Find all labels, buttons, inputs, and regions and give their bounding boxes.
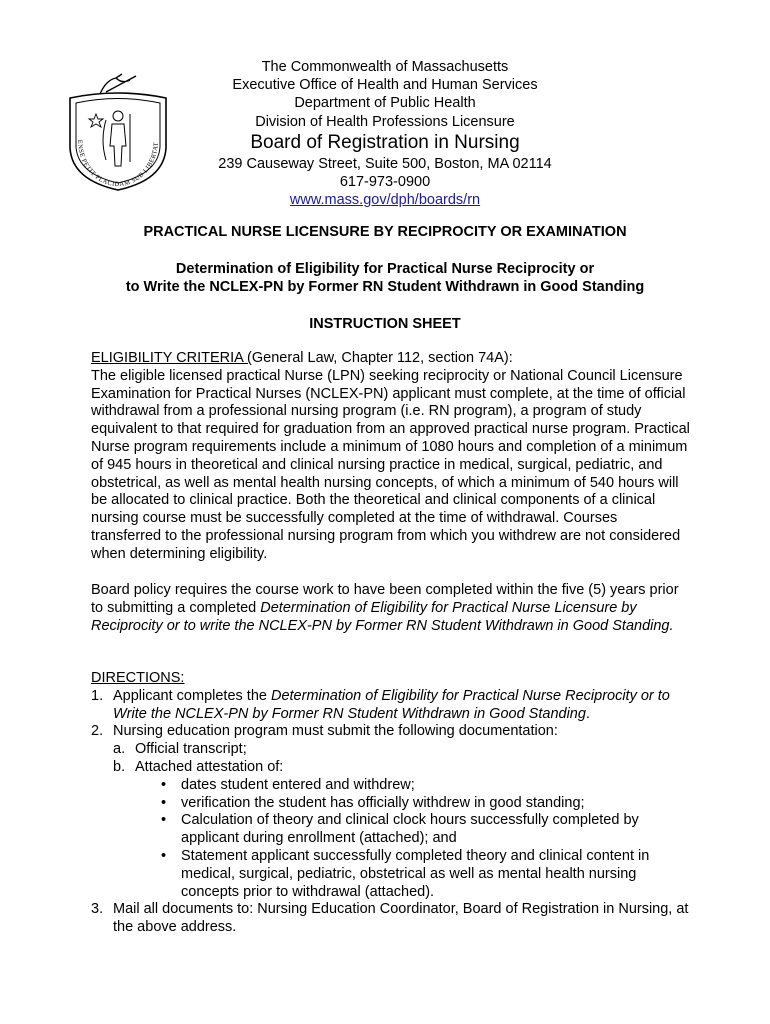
direction-item-3	[91, 901, 691, 937]
direction-item-2b-letter: b.	[113, 758, 126, 775]
department-line: Department of Public Health	[294, 95, 476, 112]
board-name: Board of Registration in Nursing	[250, 131, 520, 153]
attestation-bullet	[159, 795, 691, 813]
direction-item-1	[91, 688, 691, 724]
direction-item-1-text: Applicant completes the	[113, 687, 271, 704]
direction-item-1-end: .	[585, 705, 590, 722]
policy-form-title: Determination of Eligibility for Practical Nurse Licensure by Reciprocity or to write the NCLEX-PN by Former RN Student Withdrawn in Good Standing.	[91, 599, 674, 634]
direction-item-2b-text: Attached attestation of:	[135, 758, 284, 775]
policy-text: Board policy requires the course work to have been completed within the five (5) years prior to submitting a completed	[91, 582, 679, 616]
subtitle-line-2: to Write the NCLEX-PN by Former RN Student Withdrawn in Good Standing	[125, 279, 645, 295]
eligibility-heading-label: ELIGIBILITY CRITERIA (	[91, 350, 252, 366]
executive-office-line: Executive Office of Health and Human Services	[232, 77, 538, 94]
direction-item-2b	[113, 759, 691, 777]
direction-item-2a-text: Official transcript;	[135, 741, 247, 758]
main-title: PRACTICAL NURSE LICENSURE BY RECIPROCITY OR EXAMINATION	[143, 224, 627, 240]
eligibility-paragraph: The eligible licensed practical Nurse (LPN) seeking reciprocity or National Council Licensure Examination for Practical Nurses (NCLEX-PN) applicant must complete, at the time of official withdrawal from a professional nursing program (i.e. RN program), a program of study equivalent to that required for graduation from an approved practical nurse program. Practical Nurse program requirements include a minimum of 1080 hours and completion of a minimum of 945 hours in theoretical and clinical nursing practice in medical, surgical, pediatric, and obstetrical, as well as mental health nursing concepts, of which a minimum of 540 hours will be allocated to clinical practice. Both the theoretical and clinical components of a clinical nursing course must be successfully completed at the time of withdrawal. Courses transferred to the professional nursing program from which you withdrew are not considered when determining eligibility.	[91, 367, 690, 562]
seal-motto: ENSE PETIT PLACIDAM SUB LIBERTAT	[75, 139, 161, 189]
attestation-bullet	[159, 777, 691, 795]
direction-item-2-text: Nursing education program must submit the following documentation:	[113, 723, 558, 740]
direction-item-3-number: 3.	[91, 901, 104, 918]
direction-item-1-form-title: Determination of Eligibility for Practical Nurse Reciprocity or to Write the NCLEX-PN by Former RN Student Withdrawn in Good Standing	[113, 687, 670, 722]
direction-item-1-number: 1.	[91, 687, 104, 704]
website-link[interactable]: www.mass.gov/dph/boards/rn	[289, 192, 481, 209]
attestation-bullet-text: Calculation of theory and clinical clock hours successfully completed by applicant during enrollment (attached); and	[181, 812, 639, 847]
letterhead	[180, 58, 590, 209]
subtitle-line-1: Determination of Eligibility for Practical Nurse Reciprocity or	[175, 261, 595, 277]
attestation-bullet-text: dates student entered and withdrew;	[181, 776, 415, 793]
policy-paragraph	[91, 582, 691, 635]
bullet-icon: •	[161, 776, 167, 793]
commonwealth-line: The Commonwealth of Massachusetts	[261, 59, 509, 75]
eligibility-heading	[91, 350, 691, 368]
address-line: 239 Causeway Street, Suite 500, Boston, MA 02114	[218, 155, 552, 172]
bullet-icon: •	[161, 794, 167, 811]
directions-section	[91, 670, 691, 937]
direction-item-2a-letter: a.	[113, 741, 126, 758]
attestation-bullet	[159, 812, 691, 848]
attestation-bullet-text: Statement applicant successfully completed theory and clinical content in medical, surgical, pediatric, obstetrical as well as mental health nursing concepts prior to withdrawal (attached).	[181, 847, 650, 900]
seal-icon	[60, 70, 176, 194]
direction-item-2	[91, 723, 691, 741]
phone-line: 617-973-0900	[339, 174, 431, 191]
direction-item-3-text: Mail all documents to: Nursing Education Coordinator, Board of Registration in Nursing, at the above address.	[113, 901, 689, 936]
svg-text:ENSE PETIT PLACIDAM SUB LIBERT	[60, 70, 160, 188]
division-line: Division of Health Professions Licensure	[255, 113, 515, 130]
attestation-bullet-text: verification the student has officially withdrew in good standing;	[181, 794, 585, 811]
bullet-icon: •	[161, 812, 167, 829]
direction-item-2-number: 2.	[91, 723, 104, 740]
massachusetts-seal	[60, 70, 176, 194]
eligibility-section	[91, 350, 691, 564]
bullet-icon: •	[161, 847, 167, 864]
attestation-bullet	[159, 848, 691, 901]
eligibility-heading-citation: General Law, Chapter 112, section 74A):	[251, 350, 513, 366]
direction-item-2a	[113, 741, 691, 759]
instruction-sheet-title: INSTRUCTION SHEET	[309, 316, 461, 332]
directions-heading: DIRECTIONS:	[91, 670, 185, 686]
